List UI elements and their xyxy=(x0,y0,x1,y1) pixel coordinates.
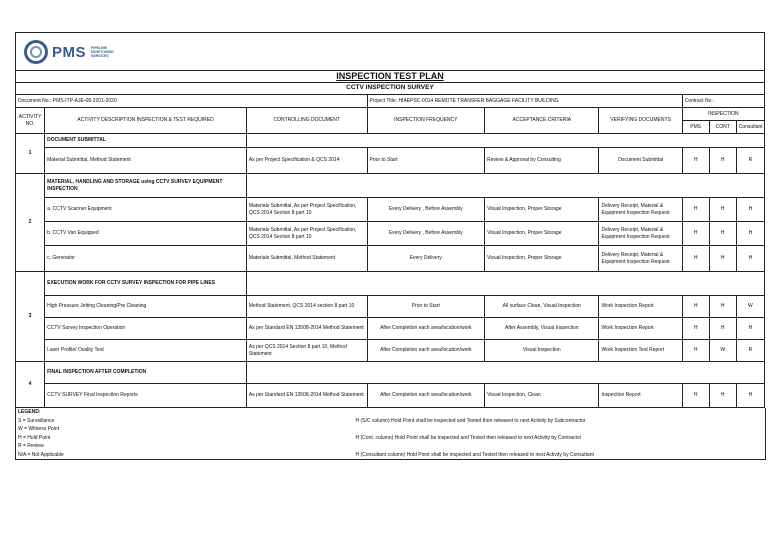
document-title: INSPECTION TEST PLAN xyxy=(16,71,765,83)
activity-description: Material Submittal, Method Statement xyxy=(45,148,247,174)
consultant-code: H xyxy=(736,198,764,222)
cont-code: H xyxy=(709,148,736,174)
contract-number: Contract No.: xyxy=(682,95,764,108)
logo-name: PMS xyxy=(52,43,87,61)
acceptance-criteria: All surface Clean, Visual Inspection xyxy=(485,296,599,318)
section-heading-fill xyxy=(246,174,764,198)
acceptance-criteria: Visual Inspection, Proper Storage xyxy=(485,198,599,222)
inspection-frequency: After Completion each area/location/work xyxy=(367,340,485,362)
consultant-code: H xyxy=(736,318,764,340)
consultant-code: R xyxy=(736,340,764,362)
table-row xyxy=(16,296,765,318)
header-controlling: CONTROLLING DOCUMENT xyxy=(246,108,367,134)
table-row xyxy=(16,340,765,362)
header-pms: PMS xyxy=(682,121,709,134)
cont-code: H xyxy=(709,318,736,340)
activity-number: 3 xyxy=(16,272,45,362)
consultant-code: H xyxy=(736,222,764,246)
section-heading-fill xyxy=(246,134,764,148)
pms-code: H xyxy=(682,198,709,222)
cont-code: H xyxy=(709,198,736,222)
section-heading: EXECUTION WORK FOR CCTV SURVEY INSPECTION FOR PIPE LINES xyxy=(45,272,247,296)
legend-item: W = Witness Point xyxy=(18,426,59,432)
legend-item: R = Review xyxy=(18,443,44,449)
pms-code: H xyxy=(682,296,709,318)
logo-tagline: PIPELINE MONITORING SERVICES xyxy=(91,46,114,58)
controlling-document: Materials Submittal, Method Statement xyxy=(246,246,367,272)
table-row xyxy=(16,198,765,222)
cont-code: W xyxy=(709,340,736,362)
legend-item: S = Surveillance xyxy=(18,417,55,424)
inspection-frequency: After Completion each area/location/work xyxy=(367,318,485,340)
logo-ring-icon xyxy=(24,40,48,64)
acceptance-criteria: Visual Inspection, Clean xyxy=(485,384,599,408)
acceptance-criteria: Review & Approval by Consulting xyxy=(485,148,599,174)
section-heading-fill xyxy=(246,362,764,384)
controlling-document: Materials Submittal, As per Project Specification, QCS 2014 Section 8 part 10 xyxy=(246,198,367,222)
consultant-code: H xyxy=(736,384,764,408)
acceptance-criteria: Visual Inspection xyxy=(485,340,599,362)
company-logo xyxy=(24,40,114,64)
inspection-frequency: Every Delivery xyxy=(367,246,485,272)
table-row xyxy=(16,384,765,408)
section-heading: DOCUMENT SUBMITTAL xyxy=(45,134,247,148)
legend-item: N/A = Not Applicable xyxy=(18,451,64,458)
header-frequency: INSPECTION FREQUENCY xyxy=(367,108,485,134)
controlling-document: Materials Submittal, As per Project Specification, QCS 2014 Section 8 part 10 xyxy=(246,222,367,246)
activity-description: b. CCTV Van Equipped xyxy=(45,222,247,246)
table-row xyxy=(16,246,765,272)
table-row xyxy=(16,222,765,246)
table-row xyxy=(16,318,765,340)
header-cont: CONT xyxy=(709,121,736,134)
activity-description: a. CCTV Scanner Equipment xyxy=(45,198,247,222)
acceptance-criteria: After Assembly, Visual Inspection xyxy=(485,318,599,340)
controlling-document: As per Standard EN 13508-2014 Method Statement xyxy=(246,318,367,340)
inspection-frequency: Prior to Start xyxy=(367,296,485,318)
controlling-document: As per Project Specification & QCS 2014 xyxy=(246,148,367,174)
verifying-documents: Delivery Receipt, Material & Equipment Inspection Request xyxy=(599,246,682,272)
acceptance-criteria: Visual Inspection, Proper Storage xyxy=(485,222,599,246)
consultant-code: R xyxy=(736,148,764,174)
pms-code: H xyxy=(682,222,709,246)
cont-code: H xyxy=(709,296,736,318)
legend-item: H = Hold Point xyxy=(18,434,51,441)
cont-code: H xyxy=(709,384,736,408)
cont-code: H xyxy=(709,222,736,246)
legend xyxy=(15,408,766,460)
verifying-documents: Delivery Receipt, Material & Equipment Inspection Request xyxy=(599,198,682,222)
section-heading: MATERIAL, HANDLING AND STORAGE using CCTV SURVEY EQUIPMENT INSPECTION xyxy=(45,174,247,198)
project-title: Project Title: HIAEPSC-0014 REMOTE TRANSFER BAGGAGE FACILITY BUILDING xyxy=(367,95,682,108)
inspection-frequency: After Completion each area/location/work xyxy=(367,384,485,408)
consultant-code: H xyxy=(736,246,764,272)
activity-description: High Pressure Jetting Cleaning/Pre Cleaning xyxy=(45,296,247,318)
controlling-document: Method Statement, QCS 2014 section 8 part 10 xyxy=(246,296,367,318)
controlling-document: As per QCS 2014 Section 8 part 10, Method Statement xyxy=(246,340,367,362)
table-row xyxy=(16,148,765,174)
legend-title: LEGEND: xyxy=(18,409,41,415)
acceptance-criteria: Visual Inspection, Proper Storage xyxy=(485,246,599,272)
itp-sheet xyxy=(15,32,765,460)
inspection-frequency: Every Delivery , Before Assembly xyxy=(367,198,485,222)
section-heading: FINAL INSPECTION AFTER COMPLETION xyxy=(45,362,247,384)
logo-row xyxy=(15,32,765,70)
activity-number: 1 xyxy=(16,134,45,174)
activity-number: 2 xyxy=(16,174,45,272)
cont-code: H xyxy=(709,246,736,272)
inspection-frequency: Prior to Start xyxy=(367,148,485,174)
header-activity-no: ACTIVITY NO. xyxy=(16,108,45,134)
legend-note: H (S/C column) Hold Point shall be inspected and Tested then released to next Activity by Subcontractor xyxy=(355,417,586,424)
verifying-documents: Delivery Receipt, Material & Equipment Inspection Request xyxy=(599,222,682,246)
inspection-frequency: Every Delivery , Before Assembly xyxy=(367,222,485,246)
controlling-document: As per Standard EN 13508-2014 Method Statement xyxy=(246,384,367,408)
header-description: ACTIVITY DESCRIPTION INSPECTION & TEST REQUIRED xyxy=(45,108,247,134)
consultant-code: W xyxy=(736,296,764,318)
document-subtitle: CCTV INSPECTION SURVEY xyxy=(16,83,765,95)
verifying-documents: Document Submittal xyxy=(599,148,682,174)
verifying-documents: Work Inspection Report xyxy=(599,296,682,318)
pms-code: H xyxy=(682,246,709,272)
document-number: Document No.: PMS-ITP-AJE-08-2201-2020 xyxy=(16,95,368,108)
header-consultant: Consultant xyxy=(736,121,764,134)
activity-description: CCTV Survey Inspection Operation xyxy=(45,318,247,340)
activity-description: Laser Profile/ Ovality Test xyxy=(45,340,247,362)
pms-code: H xyxy=(682,148,709,174)
activity-number: 4 xyxy=(16,362,45,408)
activity-description: c. Generator xyxy=(45,246,247,272)
section-heading-fill xyxy=(246,272,764,296)
verifying-documents: Inspection Report xyxy=(599,384,682,408)
verifying-documents: Work Inspection Report xyxy=(599,318,682,340)
legend-note: H (Cont. column) Hold Point shall be inspected and Tested then released to next Activity by Contractor xyxy=(355,434,582,441)
header-verifying: VERIFYING DOCUMENTS xyxy=(599,108,682,134)
header-inspection: INSPECTION xyxy=(682,108,764,121)
activity-description: CCTV SURVEY Final Inspection Reports xyxy=(45,384,247,408)
header-acceptance: ACCEPTANCE CRITERIA xyxy=(485,108,599,134)
pms-code: H xyxy=(682,340,709,362)
pms-code: H xyxy=(682,318,709,340)
itp-table xyxy=(15,70,765,408)
legend-note: H (Consultant column) Hold Point shall be inspected and Tested then released to next Activity by Consultant xyxy=(355,451,594,458)
pms-code: H xyxy=(682,384,709,408)
verifying-documents: Work Inspection Test Report xyxy=(599,340,682,362)
